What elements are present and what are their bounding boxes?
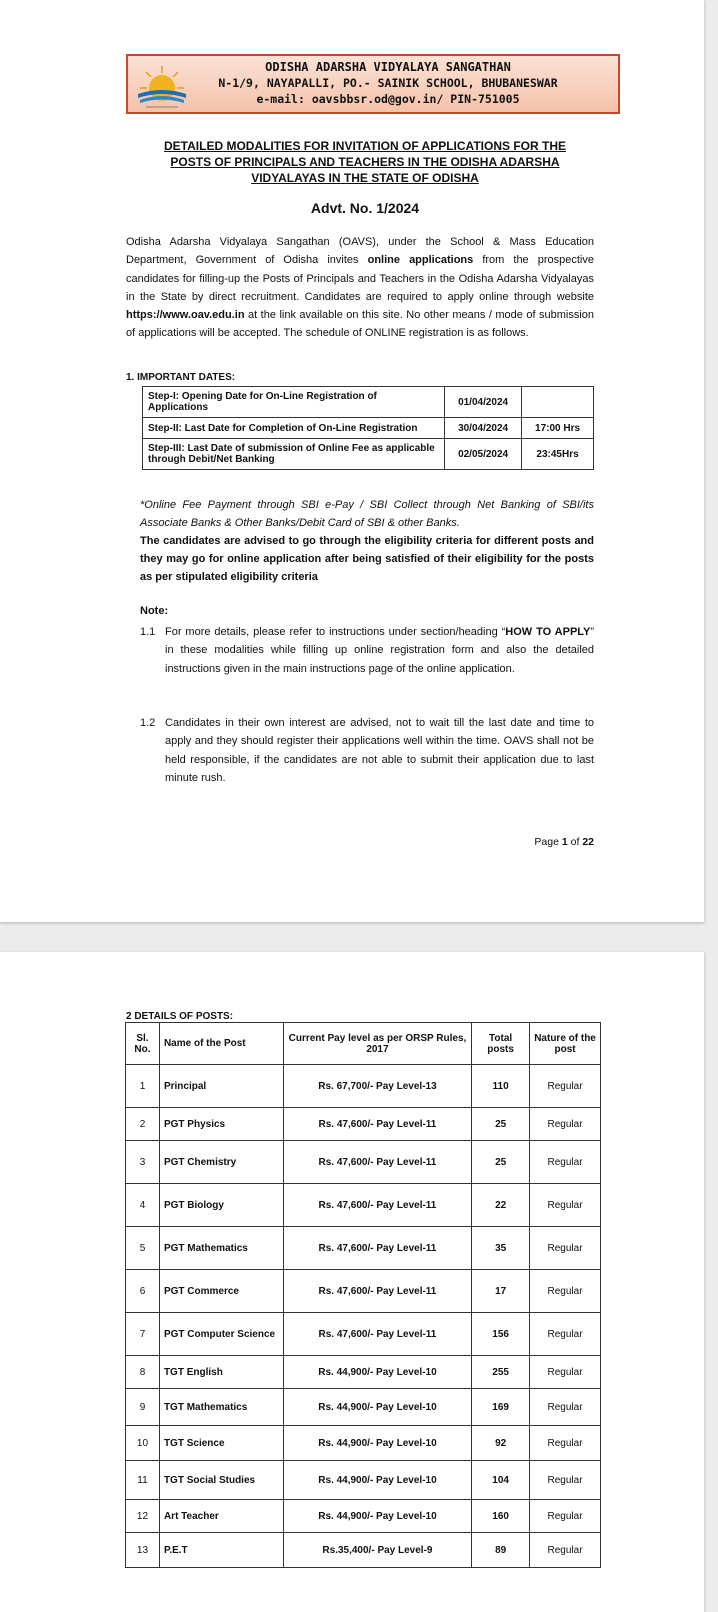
posts-table [125, 1022, 601, 1568]
nature: Regular [530, 1270, 601, 1313]
sl-no: 7 [126, 1313, 160, 1356]
org-address: N-1/9, NAYAPALLI, PO.- SAINIK SCHOOL, BHUBANESWAR [218, 76, 558, 90]
post-row [126, 1461, 601, 1500]
pay-level: Rs. 67,700/- Pay Level-13 [283, 1065, 471, 1108]
pay-level: Rs. 47,600/- Pay Level-11 [283, 1141, 471, 1184]
website-link[interactable]: https://www.oav.edu.in [126, 309, 245, 322]
pay-level: Rs.35,400/- Pay Level-9 [283, 1533, 471, 1568]
nature: Regular [530, 1426, 601, 1461]
post-row [126, 1270, 601, 1313]
sl-no: 10 [126, 1426, 160, 1461]
important-dates-heading: 1. IMPORTANT DATES: [126, 372, 236, 383]
sl-no: 6 [126, 1270, 160, 1313]
post-row [126, 1184, 601, 1227]
post-name: PGT Computer Science [159, 1313, 283, 1356]
nature: Regular [530, 1461, 601, 1500]
date-step: Step-II: Last Date for Completion of On-Line Registration [143, 418, 445, 439]
pay-level: Rs. 47,600/- Pay Level-11 [283, 1108, 471, 1141]
post-name: Art Teacher [159, 1500, 283, 1533]
important-date-row [143, 387, 594, 418]
post-row [126, 1227, 601, 1270]
date-value: 02/05/2024 [445, 439, 522, 470]
total-posts: 110 [472, 1065, 530, 1108]
sl-no: 5 [126, 1227, 160, 1270]
sl-no: 3 [126, 1141, 160, 1184]
total-posts: 156 [472, 1313, 530, 1356]
document-title: DETAILED MODALITIES FOR INVITATION OF APPLICATIONS FOR THE POSTS OF PRINCIPALS AND TEACHERS IN THE ODISHA ADARSHA VIDYALAYAS IN THE STATE OF ODISHA [164, 139, 566, 185]
total-posts: 25 [472, 1108, 530, 1141]
advertisement-number: Advt. No. 1/2024 [310, 200, 420, 216]
sl-no: 9 [126, 1389, 160, 1426]
sl-no: 4 [126, 1184, 160, 1227]
date-value: 30/04/2024 [445, 418, 522, 439]
post-name: PGT Chemistry [159, 1141, 283, 1184]
total-posts: 35 [472, 1227, 530, 1270]
posts-heading: 2 DETAILS OF POSTS: [126, 1011, 234, 1022]
post-name: PGT Physics [159, 1108, 283, 1141]
pay-level: Rs. 44,900/- Pay Level-10 [283, 1426, 471, 1461]
nature: Regular [530, 1141, 601, 1184]
post-name: TGT Science [159, 1426, 283, 1461]
col-nature: Nature of the post [530, 1023, 601, 1065]
pay-level: Rs. 47,600/- Pay Level-11 [283, 1270, 471, 1313]
nature: Regular [530, 1108, 601, 1141]
post-row [126, 1426, 601, 1461]
nature: Regular [530, 1389, 601, 1426]
pay-level: Rs. 47,600/- Pay Level-11 [283, 1227, 471, 1270]
post-row [126, 1108, 601, 1141]
pay-level: Rs. 44,900/- Pay Level-10 [283, 1461, 471, 1500]
post-name: Principal [159, 1065, 283, 1108]
post-row [126, 1389, 601, 1426]
date-value: 01/04/2024 [445, 387, 522, 418]
date-time: 23:45Hrs [522, 439, 594, 470]
org-contact: e-mail: oavsbbsr.od@gov.in/ PIN-751005 [256, 92, 520, 106]
pay-level: Rs. 47,600/- Pay Level-11 [283, 1184, 471, 1227]
date-step: Step-III: Last Date of submission of Online Fee as applicable through Debit/Net Banking [143, 439, 445, 470]
sl-no: 1 [126, 1065, 160, 1108]
date-time [522, 387, 594, 418]
col-post-name: Name of the Post [159, 1023, 283, 1065]
letterhead [126, 54, 620, 114]
note-item-1: 1.1 For more details, please refer to instructions under section/heading “HOW TO APPLY” in these modalities while filling up online registration form and also the detailed instructions given in the main instructions page of the online application. [140, 626, 595, 675]
note-item-2: 1.2 Candidates in their own interest are advised, not to wait till the last date and time to apply and they should register their applications well within the time. OAVS shall not be held responsible, if the candidates are not able to submit their application due to last minute rush. [140, 717, 594, 784]
eligibility-advice: The candidates are advised to go through the eligibility criteria for different posts and they may go for online application after being satisfied of their eligibility for the posts as per stipulated eligibility criteria [140, 535, 594, 583]
post-name: TGT Mathematics [159, 1389, 283, 1426]
total-posts: 89 [472, 1533, 530, 1568]
total-posts: 25 [472, 1141, 530, 1184]
pay-level: Rs. 44,900/- Pay Level-10 [283, 1389, 471, 1426]
total-posts: 104 [472, 1461, 530, 1500]
pay-level: Rs. 44,900/- Pay Level-10 [283, 1500, 471, 1533]
col-total-posts: Total posts [472, 1023, 530, 1065]
post-row [126, 1533, 601, 1568]
post-name: PGT Mathematics [159, 1227, 283, 1270]
pay-level: Rs. 47,600/- Pay Level-11 [283, 1313, 471, 1356]
total-posts: 160 [472, 1500, 530, 1533]
nature: Regular [530, 1313, 601, 1356]
page-number: Page 1 of 22 [534, 836, 594, 848]
important-date-row [143, 418, 594, 439]
total-posts: 17 [472, 1270, 530, 1313]
nature: Regular [530, 1065, 601, 1108]
total-posts: 255 [472, 1356, 530, 1389]
total-posts: 169 [472, 1389, 530, 1426]
sl-no: 8 [126, 1356, 160, 1389]
nature: Regular [530, 1500, 601, 1533]
post-row [126, 1500, 601, 1533]
date-step: Step-I: Opening Date for On-Line Registration of Applications [143, 387, 445, 418]
nature: Regular [530, 1533, 601, 1568]
col-sl-no: Sl. No. [126, 1023, 160, 1065]
important-date-row [143, 439, 594, 470]
post-row [126, 1313, 601, 1356]
sl-no: 11 [126, 1461, 160, 1500]
fee-payment-note: *Online Fee Payment through SBI e-Pay / SBI Collect through Net Banking of SBI/its Associate Banks & Other Banks/Debit Card of SBI & other Banks. [140, 499, 594, 529]
intro-paragraph: Odisha Adarsha Vidyalaya Sangathan (OAVS), under the School & Mass Education Department, Government of Odisha invites online applications from the prospective candidates for filling-up the Posts of Principals and Teachers in the Odisha Adarsha Vidyalayas in the State by direct recruitment. Candidates are required to apply online through website https://www.oav.edu.in at the link available on this site. No other means / mode of submission of applications will be accepted. The schedule of ONLINE registration is as follows. [126, 236, 594, 340]
post-row [126, 1065, 601, 1108]
sl-no: 13 [126, 1533, 160, 1568]
total-posts: 22 [472, 1184, 530, 1227]
col-pay-level: Current Pay level as per ORSP Rules, 2017 [283, 1023, 471, 1065]
post-name: TGT Social Studies [159, 1461, 283, 1500]
date-time: 17:00 Hrs [522, 418, 594, 439]
nature: Regular [530, 1227, 601, 1270]
nature: Regular [530, 1356, 601, 1389]
org-name: ODISHA ADARSHA VIDYALAYA SANGATHAN [265, 60, 511, 74]
post-name: TGT English [159, 1356, 283, 1389]
post-name: PGT Commerce [159, 1270, 283, 1313]
sl-no: 12 [126, 1500, 160, 1533]
nature: Regular [530, 1184, 601, 1227]
sl-no: 2 [126, 1108, 160, 1141]
important-dates-table [142, 386, 594, 470]
total-posts: 92 [472, 1426, 530, 1461]
pay-level: Rs. 44,900/- Pay Level-10 [283, 1356, 471, 1389]
post-name: P.E.T [159, 1533, 283, 1568]
post-row [126, 1141, 601, 1184]
post-name: PGT Biology [159, 1184, 283, 1227]
post-row [126, 1356, 601, 1389]
note-heading: Note: [140, 605, 169, 617]
